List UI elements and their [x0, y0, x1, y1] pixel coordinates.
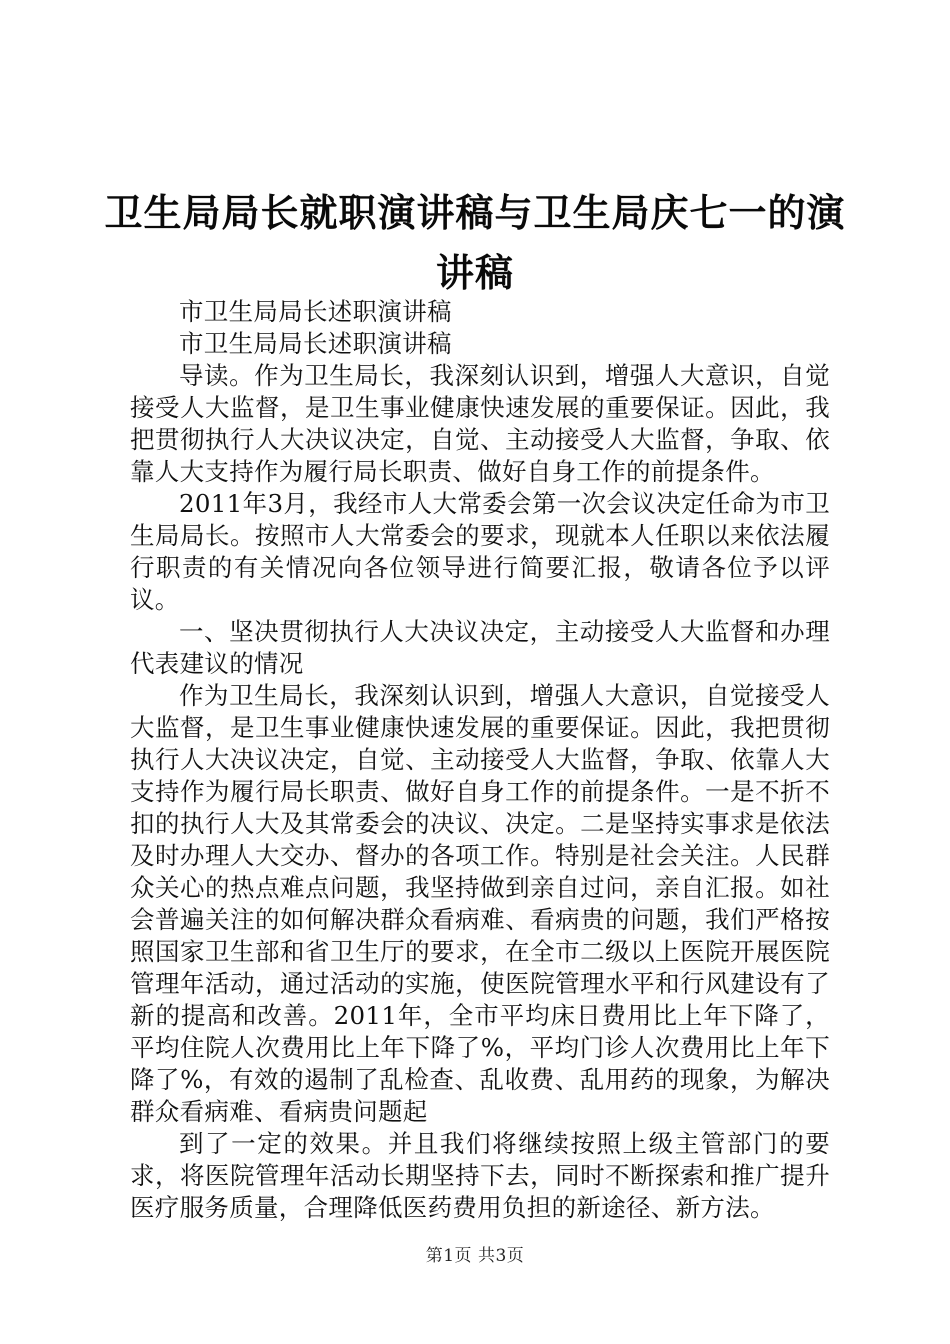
body-paragraph: 2011年3月，我经市人大常委会第一次会议决定任命为市卫生局局长。按照市人大常委会的要求，现就本人任职以来依法履行职责的有关情况向各位领导进行简要汇报，敬请各位予以评议。: [130, 489, 830, 614]
body-paragraph: 一、坚决贯彻执行人大决议决定，主动接受人大监督和办理代表建议的情况: [130, 617, 830, 678]
body-paragraph: 市卫生局局长述职演讲稿: [179, 329, 452, 358]
page-number: 第1页 共3页: [425, 1246, 525, 1266]
document-title: 卫生局局长就职演讲稿与卫生局庆七一的演讲稿: [104, 190, 846, 295]
document-body: [130, 296, 830, 1224]
body-paragraph: 导读。作为卫生局长，我深刻认识到，增强人大意识，自觉接受人大监督，是卫生事业健康快速发展的重要保证。因此，我把贯彻执行人大决议决定，自觉、主动接受人大监督，争取、依靠人大支持作为履行局长职责、做好自身工作的前提条件。: [130, 361, 830, 486]
body-paragraph: 作为卫生局长，我深刻认识到，增强人大意识，自觉接受人大监督，是卫生事业健康快速发展的重要保证。因此，我把贯彻执行人大决议决定，自觉、主动接受人大监督，争取、依靠人大支持作为履行局长职责、做好自身工作的前提条件。一是不折不扣的执行人大及其常委会的决议、决定。二是坚持实事求是依法及时办理人大交办、督办的各项工作。特别是社会关注。人民群众关心的热点难点问题，我坚持做到亲自过问，亲自汇报。如社会普遍关注的如何解决群众看病难、看病贵的问题，我们严格按照国家卫生部和省卫生厅的要求，在全市二级以上医院开展医院管理年活动，通过活动的实施，使医院管理水平和行风建设有了新的提高和改善。2011年，全市平均床日费用比上年下降了，平均住院人次费用比上年下降了%，平均门诊人次费用比上年下降了%，有效的遏制了乱检查、乱收费、乱用药的现象，为解决群众看病难、看病贵问题起: [130, 681, 830, 1126]
body-paragraph: 市卫生局局长述职演讲稿: [179, 297, 452, 326]
body-paragraph: 到了一定的效果。并且我们将继续按照上级主管部门的要求，将医院管理年活动长期坚持下去，同时不断探索和推广提升医疗服务质量，合理降低医药费用负担的新途径、新方法。: [130, 1129, 830, 1222]
